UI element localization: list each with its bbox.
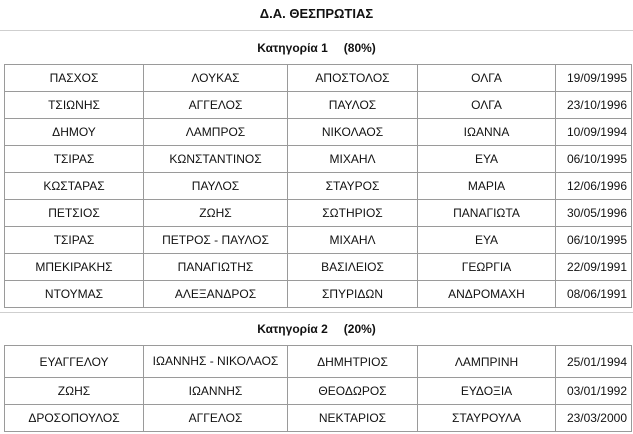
table-row (5, 405, 632, 432)
mother-name-cell: ΟΛΓΑ (418, 92, 556, 119)
surname-cell: ΝΤΟΥΜΑΣ (5, 281, 144, 308)
first-name-cell: ΠΑΥΛΟΣ (144, 173, 288, 200)
father-name-cell: ΒΑΣΙΛΕΙΟΣ (288, 254, 418, 281)
category-1-percent: (80%) (343, 41, 376, 55)
category-2-heading (0, 318, 633, 340)
first-name-cell: ΑΛΕΞΑΝΔΡΟΣ (144, 281, 288, 308)
mother-name-cell: ΜΑΡΙΑ (418, 173, 556, 200)
birth-date-cell: 08/06/1991 (556, 281, 632, 308)
mother-name-cell: ΕΥΑ (418, 146, 556, 173)
father-name-cell: ΔΗΜΗΤΡΙΟΣ (288, 346, 418, 378)
father-name-cell: ΠΑΥΛΟΣ (288, 92, 418, 119)
mother-name-cell: ΓΕΩΡΓΙΑ (418, 254, 556, 281)
birth-date-cell: 03/01/1992 (556, 378, 632, 405)
mother-name-cell: ΠΑΝΑΓΙΩΤΑ (418, 200, 556, 227)
birth-date-cell: 12/06/1996 (556, 173, 632, 200)
mother-name-cell: ΛΑΜΠΡΙΝΗ (418, 346, 556, 378)
birth-date-cell: 23/10/1996 (556, 92, 632, 119)
mother-name-cell: ΟΛΓΑ (418, 65, 556, 92)
birth-date-cell: 25/01/1994 (556, 346, 632, 378)
table-row (5, 378, 632, 405)
first-name-cell: ΠΕΤΡΟΣ - ΠΑΥΛΟΣ (144, 227, 288, 254)
table-row (5, 200, 632, 227)
first-name-cell: ΑΓΓΕΛΟΣ (144, 405, 288, 432)
table-row (5, 346, 632, 378)
birth-date-cell: 30/05/1996 (556, 200, 632, 227)
surname-cell: ΕΥΑΓΓΕΛΟΥ (5, 346, 144, 378)
surname-cell: ΤΣΙΡΑΣ (5, 227, 144, 254)
father-name-cell: ΣΠΥΡΙΔΩΝ (288, 281, 418, 308)
table-row (5, 173, 632, 200)
category-1-heading (0, 37, 633, 59)
first-name-cell: ΛΑΜΠΡΟΣ (144, 119, 288, 146)
table-row (5, 92, 632, 119)
father-name-cell: ΝΕΚΤΑΡΙΟΣ (288, 405, 418, 432)
father-name-cell: ΝΙΚΟΛΑΟΣ (288, 119, 418, 146)
first-name-cell: ΙΩΑΝΝΗΣ (144, 378, 288, 405)
surname-cell: ΠΑΣΧΟΣ (5, 65, 144, 92)
first-name-cell: ΛΟΥΚΑΣ (144, 65, 288, 92)
mother-name-cell: ΙΩΑΝΝΑ (418, 119, 556, 146)
father-name-cell: ΣΤΑΥΡΟΣ (288, 173, 418, 200)
surname-cell: ΚΩΣΤΑΡΑΣ (5, 173, 144, 200)
first-name-cell: ΖΩΗΣ (144, 200, 288, 227)
page-title: Δ.Α. ΘΕΣΠΡΩΤΙΑΣ (259, 6, 374, 21)
father-name-cell: ΑΠΟΣΤΟΛΟΣ (288, 65, 418, 92)
category-2-percent: (20%) (343, 322, 376, 336)
first-name-cell: ΚΩΝΣΤΑΝΤΙΝΟΣ (144, 146, 288, 173)
birth-date-cell: 10/09/1994 (556, 119, 632, 146)
surname-cell: ΤΣΙΡΑΣ (5, 146, 144, 173)
first-name-cell: ΑΓΓΕΛΟΣ (144, 92, 288, 119)
father-name-cell: ΜΙΧΑΗΛ (288, 227, 418, 254)
surname-cell: ΠΕΤΣΙΟΣ (5, 200, 144, 227)
father-name-cell: ΜΙΧΑΗΛ (288, 146, 418, 173)
surname-cell: ΖΩΗΣ (5, 378, 144, 405)
first-name-cell: ΠΑΝΑΓΙΩΤΗΣ (144, 254, 288, 281)
first-name-cell: ΙΩΑΝΝΗΣ - ΝΙΚΟΛΑΟΣ (144, 346, 288, 378)
table-row (5, 254, 632, 281)
surname-cell: ΤΣΙΩΝΗΣ (5, 92, 144, 119)
mother-name-cell: ΑΝΔΡΟΜΑΧΗ (418, 281, 556, 308)
surname-cell: ΔΗΜΟΥ (5, 119, 144, 146)
mother-name-cell: ΕΥΑ (418, 227, 556, 254)
table-row (5, 281, 632, 308)
mother-name-cell: ΕΥΔΟΞΙΑ (418, 378, 556, 405)
divider (0, 30, 633, 31)
birth-date-cell: 23/03/2000 (556, 405, 632, 432)
category-2-table (4, 345, 632, 432)
birth-date-cell: 06/10/1995 (556, 227, 632, 254)
mother-name-cell: ΣΤΑΥΡΟΥΛΑ (418, 405, 556, 432)
table-row (5, 227, 632, 254)
birth-date-cell: 06/10/1995 (556, 146, 632, 173)
category-1-label: Κατηγορία 1 (257, 41, 328, 55)
surname-cell: ΔΡΟΣΟΠΟΥΛΟΣ (5, 405, 144, 432)
birth-date-cell: 19/09/1995 (556, 65, 632, 92)
table-row (5, 65, 632, 92)
divider (0, 312, 633, 313)
table-row (5, 146, 632, 173)
father-name-cell: ΣΩΤΗΡΙΟΣ (288, 200, 418, 227)
birth-date-cell: 22/09/1991 (556, 254, 632, 281)
category-2-label: Κατηγορία 2 (257, 322, 328, 336)
table-row (5, 119, 632, 146)
father-name-cell: ΘΕΟΔΩΡΟΣ (288, 378, 418, 405)
category-1-table (4, 64, 632, 308)
surname-cell: ΜΠΕΚΙΡΑΚΗΣ (5, 254, 144, 281)
